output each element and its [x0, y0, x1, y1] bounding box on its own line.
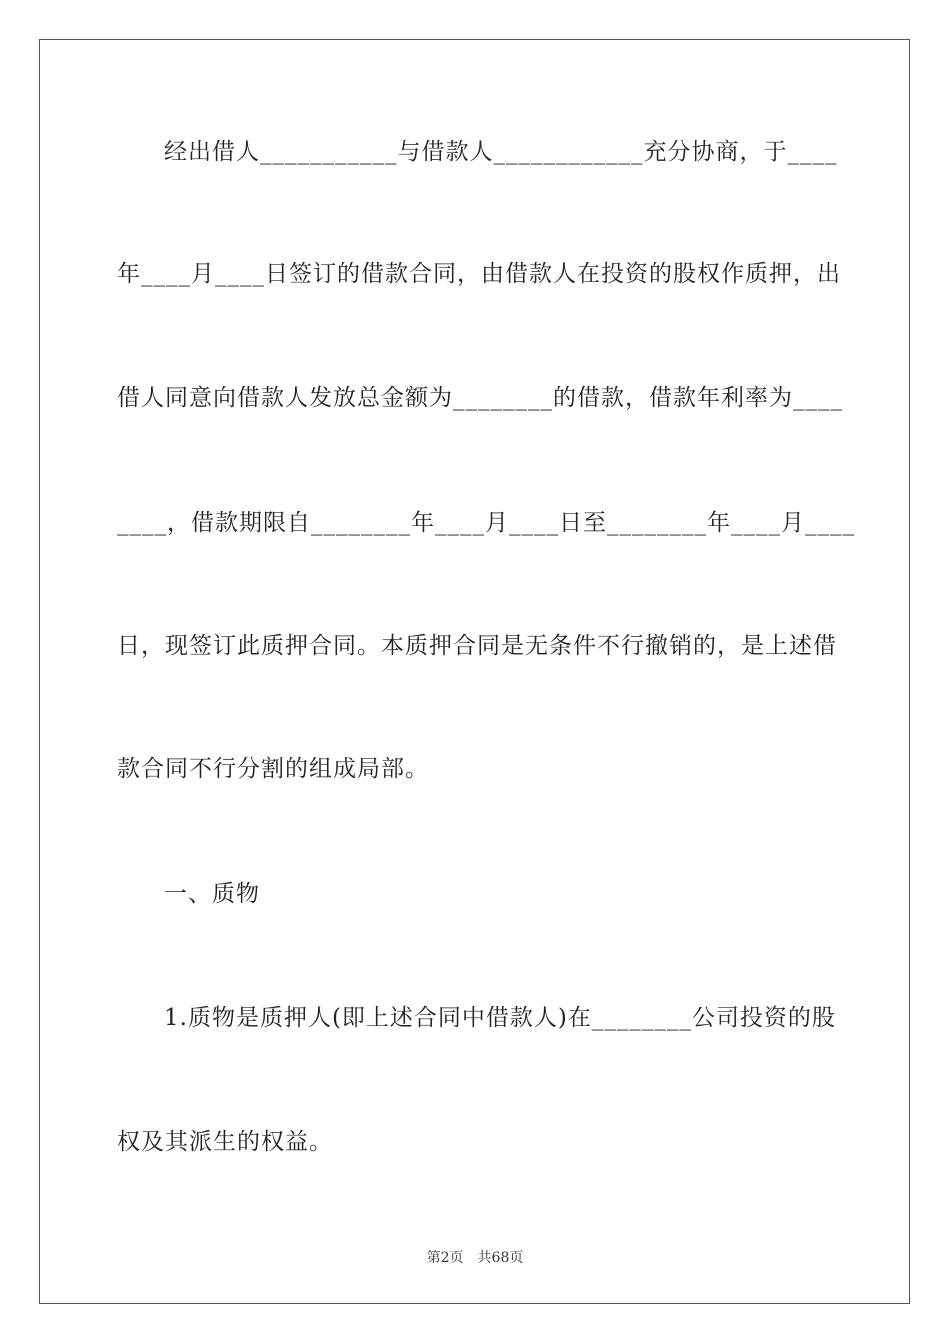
page-border	[39, 39, 910, 1304]
page-total: 共68页	[477, 1250, 524, 1266]
paragraph-line: 年____月____日签订的借款合同，由借款人在投资的股权作质押，出	[117, 261, 841, 287]
page-footer	[0, 1247, 950, 1267]
paragraph-line: 借人同意向借款人发放总金额为________的借款，借款年利率为____	[117, 385, 843, 411]
section-heading: 一、质物	[164, 881, 260, 907]
paragraph-line: 经出借人___________与借款人____________充分协商，于____	[164, 139, 838, 165]
paragraph-line: ____，借款期限自________年____月____日至________年____月____	[117, 510, 855, 536]
page-number: 第2页	[426, 1250, 464, 1266]
paragraph-line: 日，现签订此质押合同。本质押合同是无条件不行撤销的，是上述借	[117, 633, 837, 659]
paragraph-line: 1.质物是质押人(即上述合同中借款人)在________公司投资的股	[164, 1005, 836, 1031]
paragraph-line: 款合同不行分割的组成局部。	[117, 756, 429, 782]
paragraph-line: 权及其派生的权益。	[117, 1129, 333, 1155]
